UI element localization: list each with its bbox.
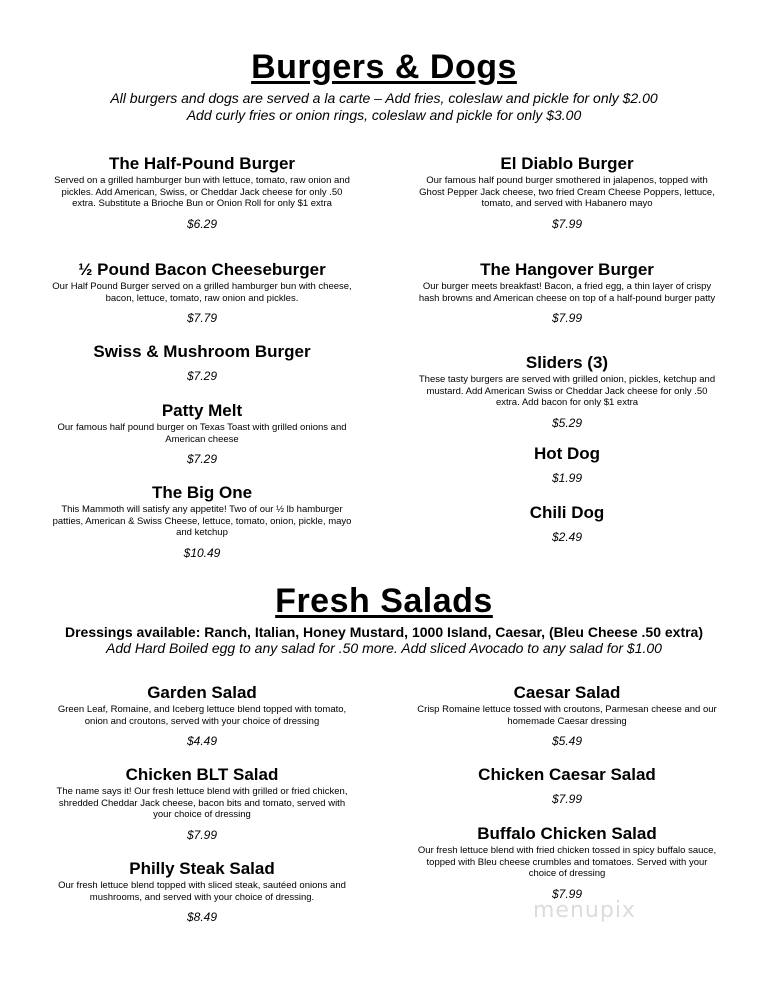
item-description: Our fresh lettuce blend with fried chicken tossed in spicy buffalo sauce, topped with Bleu cheese crumbles and tomatoes. Served with your choice of dressing — [417, 845, 717, 879]
salads-dressings-note: Dressings available: Ranch, Italian, Honey Mustard, 1000 Island, Caesar, (Bleu Cheese .50 extra) — [64, 624, 704, 640]
item-price: $7.99 — [551, 216, 583, 231]
item-description: Our fresh lettuce blend topped with sliced steak, sautéed onions and mushrooms, and served with your choice of dressing. — [58, 880, 346, 903]
menu-item — [52, 154, 352, 231]
item-name: Philly Steak Salad — [129, 859, 275, 878]
burgers-note-curly: Add curly fries or onion rings, coleslaw and pickle for only $3.00 — [186, 107, 582, 123]
menu-item — [417, 353, 717, 430]
item-description: Our Half Pound Burger served on a grilled hamburger bun with cheese, bacon, lettuce, tomato, raw onion and pickles. — [52, 281, 352, 304]
item-description: This Mammoth will satisfy any appetite! Two of our ½ lb hamburger patties, American & Swiss Cheese, lettuce, tomato, onion, pickle, mayo and ketchup — [52, 504, 352, 538]
watermark: menupix — [533, 898, 636, 923]
item-description: Our famous half pound burger on Texas Toast with grilled onions and American cheese — [57, 422, 347, 445]
menu-item — [52, 401, 352, 466]
menu-item — [417, 683, 717, 748]
item-description: Our famous half pound burger smothered in jalapenos, topped with Ghost Pepper Jack cheese, two fried Cream Cheese Poppers, lettuce, tomato, and served with Habanero mayo — [419, 175, 715, 209]
item-price: $7.29 — [186, 452, 218, 466]
item-price: $7.99 — [551, 792, 583, 806]
item-description: Our burger meets breakfast! Bacon, a fried egg, a thin layer of crispy hash browns and American cheese on top of a half-pound burger patty — [418, 281, 716, 304]
salads-addons-note: Add Hard Boiled egg to any salad for .50 more. Add sliced Avocado to any salad for $1.00 — [106, 640, 662, 656]
menu-item — [417, 260, 717, 325]
menu-item — [52, 859, 352, 924]
menu-item — [52, 342, 352, 383]
item-description: The name says it! Our fresh lettuce blend with grilled or fried chicken, shredded Cheddar Jack cheese, bacon bits and tomato, served with your choice of dressing — [56, 786, 348, 820]
menu-item — [417, 503, 717, 544]
item-price: $7.99 — [551, 311, 583, 325]
menu-item — [52, 683, 352, 748]
item-description: Served on a grilled hamburger bun with lettuce, tomato, raw onion and pickles. Add American, Swiss, or Cheddar Jack cheese for only .50 extra. Substitute a Brioche Bun or Onion Roll for only $1 extra — [54, 175, 350, 209]
item-name: Sliders (3) — [525, 353, 609, 372]
menu-item — [417, 824, 717, 901]
item-price: $1.99 — [551, 471, 583, 485]
item-price: $6.29 — [186, 216, 218, 231]
menu-item — [417, 444, 717, 485]
menu-item — [417, 154, 717, 231]
item-name: The Hangover Burger — [480, 260, 654, 279]
item-name: El Diablo Burger — [500, 154, 634, 173]
item-price: $7.99 — [186, 827, 218, 842]
salads-section-title: Fresh Salads — [275, 582, 493, 620]
item-name: Caesar Salad — [513, 683, 621, 702]
item-price: $7.99 — [551, 886, 583, 901]
item-name: The Big One — [151, 483, 253, 502]
item-name: The Half-Pound Burger — [108, 154, 296, 173]
item-name: Swiss & Mushroom Burger — [93, 342, 311, 361]
item-price: $7.29 — [186, 369, 218, 383]
burgers-section-title: Burgers & Dogs — [251, 48, 517, 86]
item-description: Crisp Romaine lettuce tossed with croutons, Parmesan cheese and our homemade Caesar dressing — [417, 704, 717, 727]
item-name: Chicken Caesar Salad — [478, 765, 656, 784]
menu-item — [417, 765, 717, 806]
menu-item — [52, 483, 352, 560]
item-price: $10.49 — [183, 545, 221, 560]
item-price: $8.49 — [186, 910, 218, 924]
item-name: Chili Dog — [529, 503, 605, 522]
item-name: Chicken BLT Salad — [125, 765, 279, 784]
item-name: Garden Salad — [147, 683, 257, 702]
menu-item — [52, 260, 352, 325]
item-price: $7.79 — [186, 311, 218, 325]
item-description: Green Leaf, Romaine, and Iceberg lettuce blend topped with tomato, onion and croutons, served with your choice of dressing — [57, 704, 347, 727]
item-price: $4.49 — [186, 734, 218, 748]
item-name: Buffalo Chicken Salad — [477, 824, 657, 843]
item-name: Hot Dog — [533, 444, 601, 463]
item-price: $2.49 — [551, 530, 583, 544]
item-price: $5.49 — [551, 734, 583, 748]
menu-item — [52, 765, 352, 842]
item-name: ½ Pound Bacon Cheeseburger — [78, 260, 326, 279]
item-price: $5.29 — [551, 415, 583, 430]
burgers-note-sides: All burgers and dogs are served a la carte – Add fries, coleslaw and pickle for only $2.00 — [110, 90, 658, 106]
item-name: Patty Melt — [161, 401, 243, 420]
item-description: These tasty burgers are served with grilled onion, pickles, ketchup and mustard. Add American Swiss or Cheddar Jack cheese for only .50 extra. Add bacon for only $1 extra — [418, 374, 716, 408]
